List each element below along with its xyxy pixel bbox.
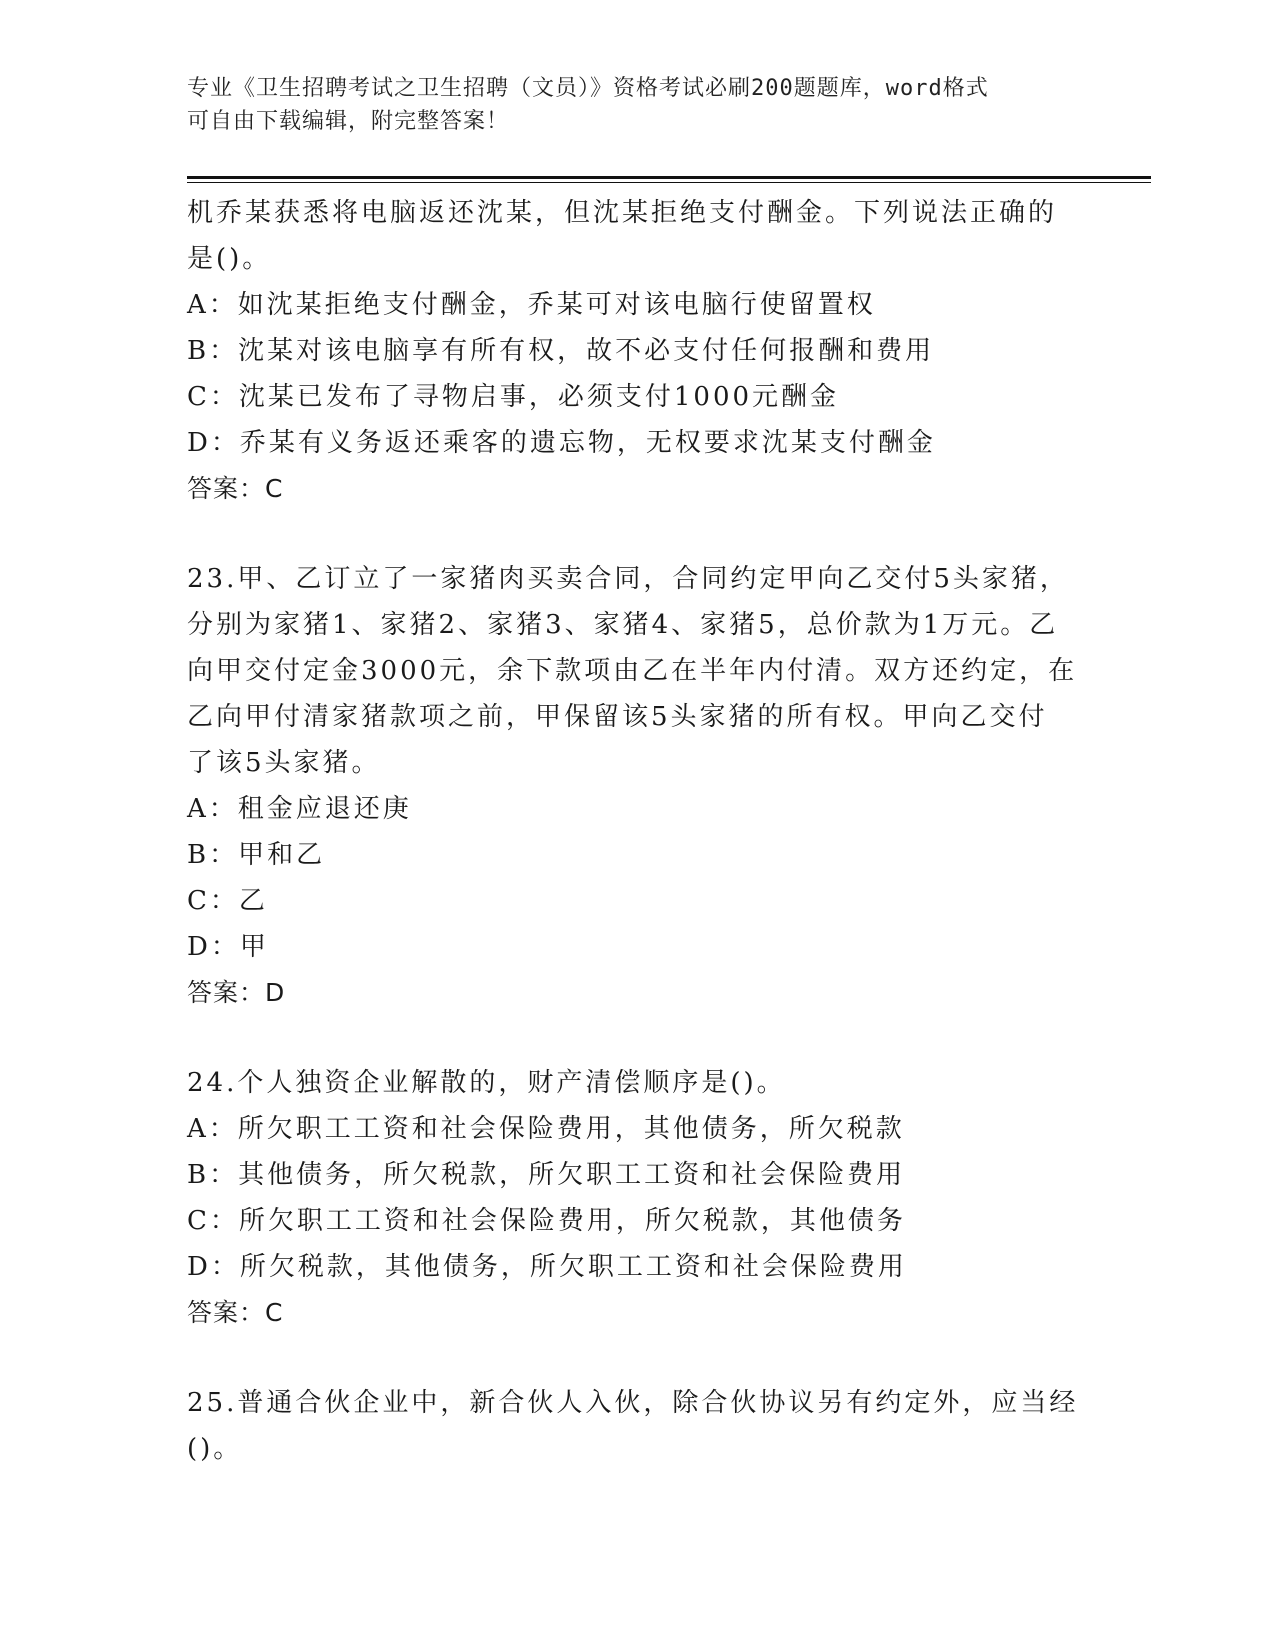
question-stem-line: 分别为家猪1、家猪2、家猪3、家猪4、家猪5，总价款为1万元。乙 [187, 610, 1059, 640]
question-stem-line: ()。 [187, 1434, 243, 1464]
question-stem-line: 了该5头家猪。 [187, 748, 381, 778]
option-a: A：所欠职工工资和社会保险费用，其他债务，所欠税款 [187, 1114, 905, 1144]
option-b: B：甲和乙 [187, 840, 326, 870]
question-stem-line: 是()。 [187, 244, 272, 274]
question-24 [187, 1060, 1087, 1336]
question-gap [187, 1016, 1087, 1060]
question-stem-line: 向甲交付定金3000元，余下款项由乙在半年内付清。双方还约定，在 [187, 656, 1078, 686]
question-stem-line: 机乔某获悉将电脑返还沈某，但沈某拒绝支付酬金。下列说法正确的 [187, 198, 1058, 228]
question-stem-line: 24.个人独资企业解散的，财产清偿顺序是()。 [187, 1068, 786, 1098]
option-d: D：甲 [187, 932, 269, 962]
question-22 [187, 190, 1087, 512]
question-23 [187, 556, 1087, 1016]
document-body [187, 190, 1087, 1472]
option-a: A：租金应退还庚 [187, 794, 412, 824]
option-d: D：乔某有义务返还乘客的遗忘物，无权要求沈某支付酬金 [187, 428, 936, 458]
question-stem-line: 23.甲、乙订立了一家猪肉买卖合同，合同约定甲向乙交付5头家猪， [187, 564, 1069, 594]
question-gap [187, 1336, 1087, 1380]
answer-line: 答案：C [187, 1298, 284, 1327]
option-b: B：沈某对该电脑享有所有权，故不必支付任何报酬和费用 [187, 336, 935, 366]
option-c: C：所欠职工工资和社会保险费用，所欠税款，其他债务 [187, 1206, 906, 1236]
answer-line: 答案：D [187, 978, 286, 1007]
option-c: C：沈某已发布了寻物启事，必须支付1000元酬金 [187, 382, 840, 412]
option-a: A：如沈某拒绝支付酬金，乔某可对该电脑行使留置权 [187, 290, 876, 320]
header-rule-thin [187, 182, 1151, 183]
document-header [187, 72, 1067, 138]
header-line-2: 可自由下载编辑，附完整答案！ [187, 109, 510, 134]
question-gap [187, 512, 1087, 556]
header-line-1: 专业《卫生招聘考试之卫生招聘（文员）》资格考试必刷200题题库，word格式 [187, 76, 989, 101]
question-stem-line: 乙向甲付清家猪款项之前，甲保留该5头家猪的所有权。甲向乙交付 [187, 702, 1048, 732]
question-25 [187, 1380, 1087, 1472]
question-stem-line: 25.普通合伙企业中，新合伙人入伙，除合伙协议另有约定外，应当经 [187, 1388, 1079, 1418]
answer-line: 答案：C [187, 474, 284, 503]
header-rule-thick [187, 176, 1151, 179]
option-b: B：其他债务，所欠税款，所欠职工工资和社会保险费用 [187, 1160, 906, 1190]
option-d: D：所欠税款，其他债务，所欠职工工资和社会保险费用 [187, 1252, 907, 1282]
option-c: C：乙 [187, 886, 268, 916]
